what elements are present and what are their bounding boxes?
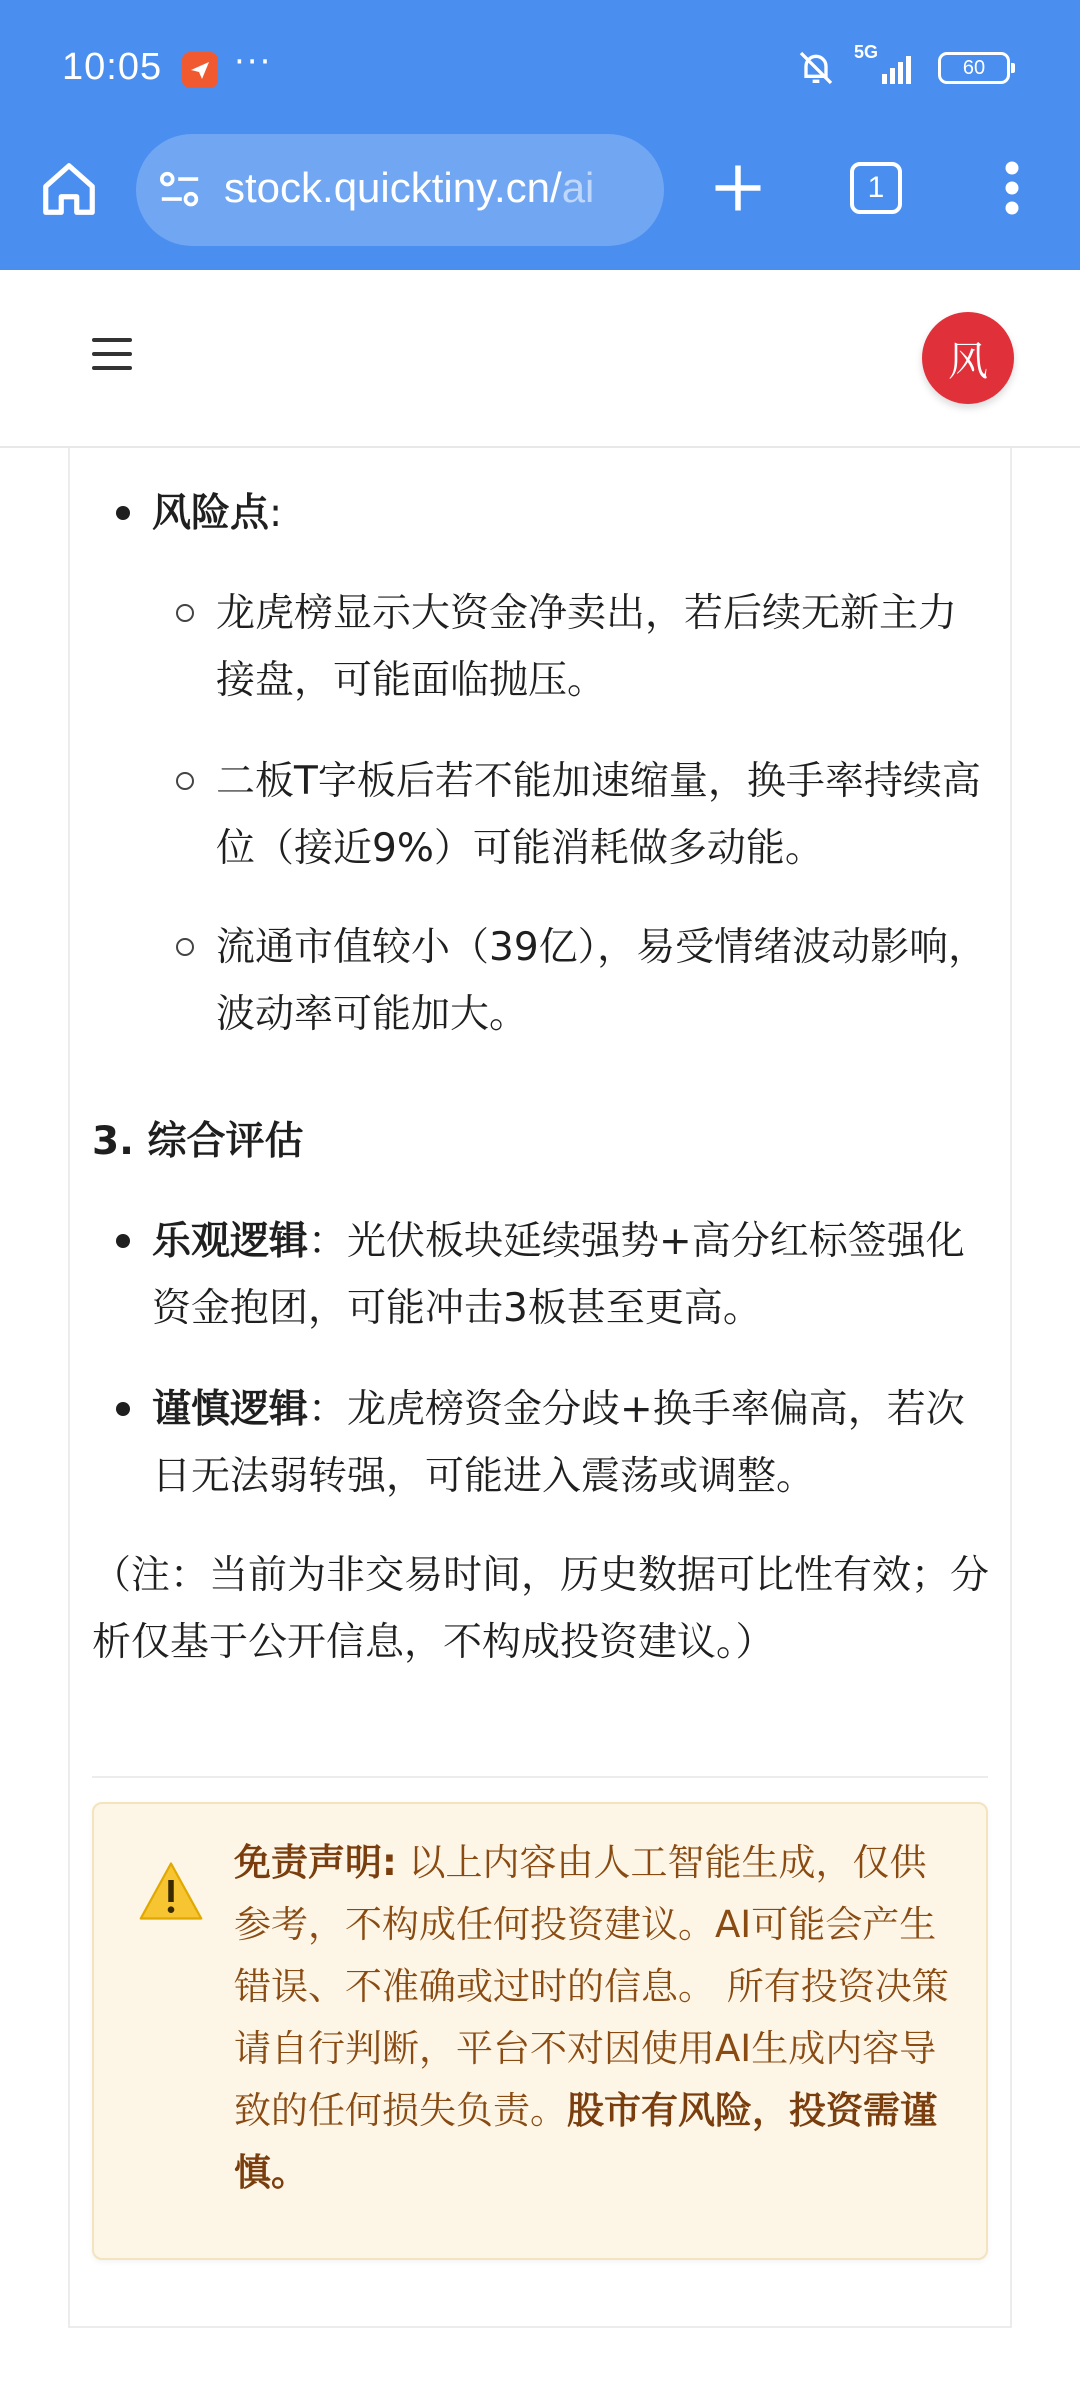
optimistic-label: 乐观逻辑: [152, 1219, 309, 1264]
bullet-ring: [176, 938, 194, 956]
home-icon[interactable]: [38, 158, 100, 220]
risk-item-3: 流通市值较小（39亿），易受情绪波动影响，波动率可能加大。: [216, 925, 988, 1037]
note-paragraph: （注：当前为非交易时间，历史数据可比性有效；分析仅基于公开信息，不构成投资建议。）: [92, 1553, 990, 1665]
battery-icon: 60: [938, 52, 1010, 84]
list-item-risk-3: [92, 914, 992, 1048]
address-bar[interactable]: [136, 134, 664, 246]
status-bar: [0, 0, 1080, 130]
more-notifications-icon: ···: [234, 42, 273, 82]
risk-label: 风险点: [152, 491, 270, 536]
bullet-dot: [116, 506, 130, 520]
url-faded: ai: [561, 164, 595, 211]
network-type: 5G: [854, 42, 879, 62]
list-item-risk-1: [92, 580, 992, 714]
section-title: 综合评估: [147, 1119, 304, 1164]
section-heading: [92, 1108, 304, 1175]
warning-icon: [138, 1860, 204, 1922]
signal-icon: [854, 42, 920, 88]
notifications-off-icon: [796, 48, 836, 88]
list-item-optimistic: [92, 1208, 992, 1342]
disclaimer-box: [92, 1802, 988, 2260]
risk-colon: :: [269, 491, 283, 536]
risk-item-2: 二板T字板后若不能加速缩量，换手率持续高位（接近9%）可能消耗做多动能。: [216, 759, 981, 871]
bullet-dot: [116, 1402, 130, 1416]
avatar[interactable]: 风: [922, 312, 1014, 404]
more-options-icon[interactable]: [994, 158, 1030, 218]
menu-icon[interactable]: [92, 338, 132, 378]
list-item-risk-2: [92, 748, 992, 882]
disclaimer-body: 以上内容由人工智能生成，仅供参考，不构成任何投资建议。AI可能会产生错误、不准确或过时的信息。 所有投资决策请自行判断，平台不对因使用AI生成内容导致的任何损失负责。: [234, 1841, 949, 2132]
status-time: 10:05: [62, 46, 163, 88]
bullet-dot: [116, 1234, 130, 1248]
risk-item-1: 龙虎榜显示大资金净卖出，若后续无新主力接盘，可能面临抛压。: [216, 591, 958, 703]
list-item-cautious: [92, 1376, 992, 1510]
new-tab-icon[interactable]: [708, 158, 768, 218]
app-notification-icon: [182, 52, 218, 88]
bullet-ring: [176, 604, 194, 622]
disclaimer-emphasis: 股市有风险，投资需谨慎。: [234, 2089, 937, 2194]
section-number: 3.: [92, 1119, 148, 1164]
tab-switcher-button[interactable]: 1: [850, 162, 902, 214]
cautious-label: 谨慎逻辑: [152, 1387, 309, 1432]
disclaimer-label: 免责声明:: [234, 1841, 397, 1884]
status-icons: [796, 42, 1010, 88]
browser-toolbar: [0, 130, 1080, 270]
app-header: [0, 270, 1080, 448]
url-text[interactable]: [224, 164, 644, 212]
list-item-risk: [92, 480, 992, 547]
optimistic-text: ：光伏板块延续强势+高分红标签强化资金抱团，可能冲击3板甚至更高。: [152, 1219, 965, 1331]
divider: [92, 1776, 988, 1778]
site-settings-icon[interactable]: [158, 170, 202, 210]
disclaimer-text: [234, 1832, 954, 2204]
url-main: stock.quicktiny.cn/: [224, 164, 562, 211]
bullet-ring: [176, 772, 194, 790]
cautious-text: ：龙虎榜资金分歧+换手率偏高，若次日无法弱转强，可能进入震荡或调整。: [152, 1387, 965, 1499]
